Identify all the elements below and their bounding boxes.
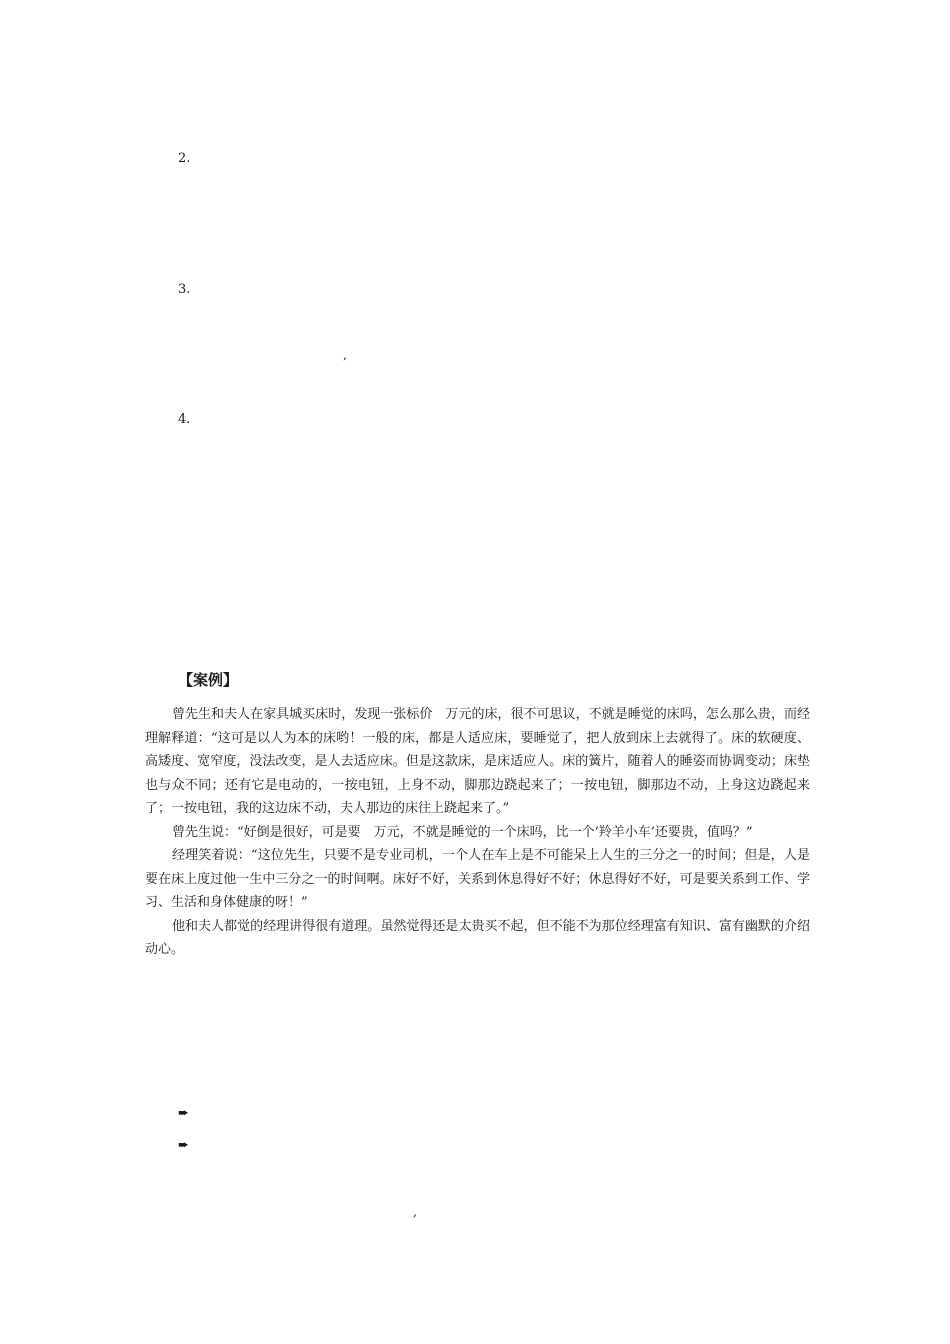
after-case-line-3-part-b: , [413, 1204, 417, 1219]
case-body [145, 703, 810, 962]
arrow-right-icon: ➨ [178, 1106, 189, 1121]
section-3-line-2-part-b: , [343, 347, 347, 362]
bullet-item-1 [178, 1105, 191, 1122]
case-title: 【案例】 [178, 671, 239, 689]
case-paragraph-2: 曾先生说：“好倒是很好，可是要 万元，不就是睡觉的一个床吗，比一个‘羚羊小车’还要贵，值吗？” [172, 824, 753, 840]
case-paragraph-4: 他和夫人都觉的经理讲得很有道理。虽然觉得还是太贵买不起，但不能不为那位经理富有知识、富有幽默的介绍动心。 [145, 918, 810, 957]
bullet-item-2 [178, 1137, 191, 1154]
section-3-heading: 3. [178, 282, 191, 297]
section-4-heading: 4. [178, 412, 191, 427]
case-paragraph-3: 经理笑着说：“这位先生，只要不是专业司机，一个人在车上是不可能呆上人生的三分之一的时间；但是，人是要在床上度过他一生中三分之一的时间啊。床好不好，关系到休息得好不好；休息得好不好，可是要关系到工作、学习、生活和身体健康的呀！” [145, 848, 810, 910]
arrow-right-icon: ➨ [178, 1138, 189, 1153]
case-paragraph-1: 曾先生和夫人在家具城买床时，发现一张标价 万元的床，很不可思议，不就是睡觉的床吗，怎么那么贵，而经理解释道：“这可是以人为本的床哟！一般的床，都是人适应床，要睡觉了，把人放到床上去就得了。床的软硬度、高矮度、宽窄度，没法改变，是人去适应床。但是这款床，是床适应人。床的簧片，随着人的睡姿而协调变动；床垫也与众不同；还有它是电动的，一按电钮，上身不动，脚那边跷起来了；一按电钮，脚那边不动，上身这边跷起来了；一按电钮，我的这边床不动，夫人那边的床往上跷起来了。” [145, 707, 810, 816]
section-2-heading: 2. [178, 151, 191, 166]
